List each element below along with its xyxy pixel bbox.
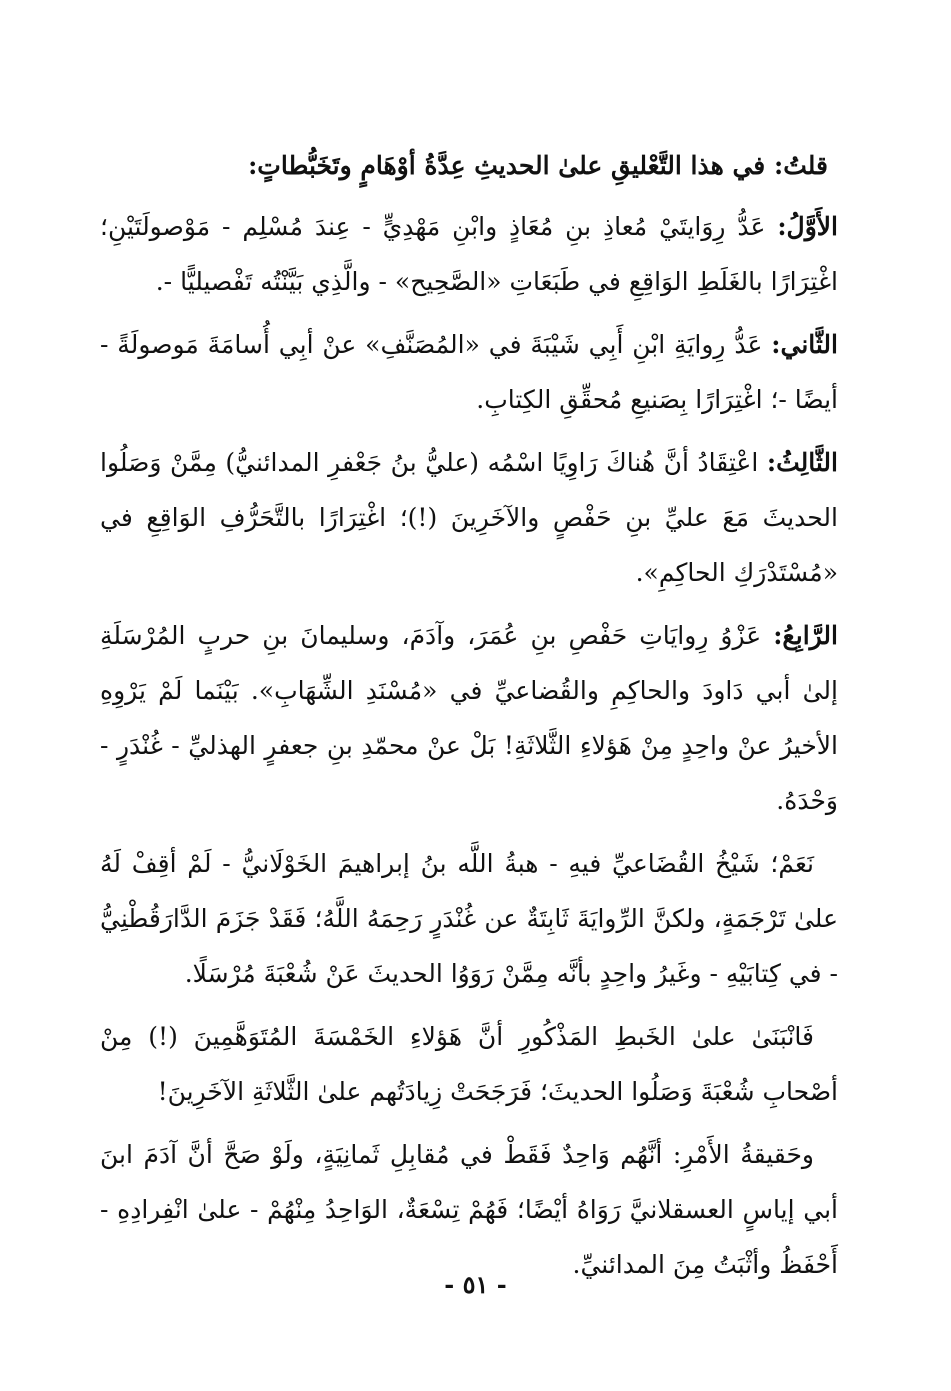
point-first-lead: الأَوَّلُ: (777, 212, 838, 241)
point-first (100, 199, 838, 309)
page-number: - ٥١ - (444, 1270, 507, 1299)
point-first-text: عَدُّ رِوَايتَيْ مُعاذِ بنِ مُعَاذٍ وابْنِ مَهْدِيٍّ - عِندَ مُسْلِم - مَوْصولَتَيْنِ؛ اغْتِرَارًا بالغَلَطِ الوَاقِعِ في طَبَعَاتِ «الصَّحِيح» - والَّذِي بَيَّنْتُه تَفْصيليًّا -. (100, 212, 838, 296)
intro-heading (100, 138, 838, 193)
point-fourth (100, 608, 838, 828)
point-second-text: عَدُّ رِوايَةِ ابْنِ أَبِي شَيْبَةَ في «المُصَنَّفِ» عنْ أبِي أُسامَةَ مَوصولَةً - أيضًا -؛ اغْتِرَارًا بِصَنيعِ مُحقِّقِ الكِتابِ. (100, 330, 838, 414)
paragraph-conclusion: وحَقيقةُ الأَمْرِ: أنَّهُم وَاحِدٌ فَقَطْ في مُقابِلِ ثَمانِيَةٍ، ولَوْ صَحَّ أنَّ آدَمَ ابنَ أبي إياسٍ العسقلانيَّ رَوَاهُ أيْضًا؛ فَهُمْ تِسْعَةٌ، الوَاحِدُ مِنْهُمْ - علىٰ انْفِرادِهِ - أَحْفَظُ وأثْبَتُ مِنَ المدائنيِّ. (100, 1140, 838, 1279)
point-third-lead: الثَّالِثُ: (766, 448, 838, 477)
point-fourth-text: عَزْوُ رِوايَاتِ حَفْصِ بنِ عُمَرَ، وآدَمَ، وسليمانَ بنِ حربٍ المُرْسَلَةِ إلىٰ أبي دَاودَ والحاكِمِ والقُضاعيِّ في «مُسْنَدِ الشِّهَابِ». بَيْنَما لَمْ يَرْوِهِ الأخيرُ عنْ واحِدٍ مِنْ هَؤلاءِ الثَّلاثَةِ! بَلْ عنْ محمّدِ بنِ جعفرٍ الهذليِّ - غُنْدَرٍ - وَحْدَهُ. (100, 621, 838, 815)
page-body (100, 138, 838, 1300)
point-fourth-lead: الرَّابِعُ: (773, 621, 838, 650)
point-second (100, 317, 838, 427)
intro-lead: قلتُ: (773, 151, 828, 180)
point-third-text: اعْتِقَادُ أنَّ هُناكَ رَاوِيًا اسْمُه (عليُّ بنُ جَعْفرِ المدائنيُّ) مِمَّنْ وَصَلُوا الحديثَ مَعَ عليِّ بنِ حَفْصٍ والآخَرِينَ (!)؛ اغْتِرَارًا بالتَّحَرُّفِ الوَاقِعِ في «مُسْتَدْرَكِ الحاكِمِ». (100, 448, 838, 587)
paragraph-consequence: فَانْبَنَىٰ علىٰ الخَبطِ المَذْكُورِ أنَّ هَؤلاءِ الخَمْسَةَ المُتَوَهَّمِينَ (!) مِنْ أصْحابِ شُعْبَةَ وَصَلُوا الحديثَ؛ فَرَجَحَتْ زِيادَتُهم علىٰ الثَّلاثَةِ الآخَرِينَ! (100, 1022, 838, 1106)
point-second-lead: الثَّاني: (771, 330, 838, 359)
point-third (100, 435, 838, 600)
paragraph-ghundar-note: نَعَمْ؛ شَيْخُ القُضَاعيِّ فيهِ - هبةُ اللَّه بنُ إبراهيمَ الخَوْلَانيُّ - لَمْ أقِفْ لَهُ علىٰ تَرْجَمَةٍ، ولكنَّ الرِّوايَةَ ثَابِتَةٌ عن غُنْدَرٍ رَحِمَهُ اللَّهُ؛ فَقَدْ جَزَمَ الدَّارَقُطْنِيُّ - في كِتابَيْهِ - وغَيرُ واحِدٍ بأنَّه مِمَّنْ رَوَوُا الحديثَ عَنْ شُعْبَةَ مُرْسَلًا. (100, 849, 838, 988)
intro-text: في هذا التَّعْليقِ علىٰ الحديثِ عِدَّةُ أوْهَامٍ وتَخَبُّطاتٍ: (248, 151, 766, 180)
